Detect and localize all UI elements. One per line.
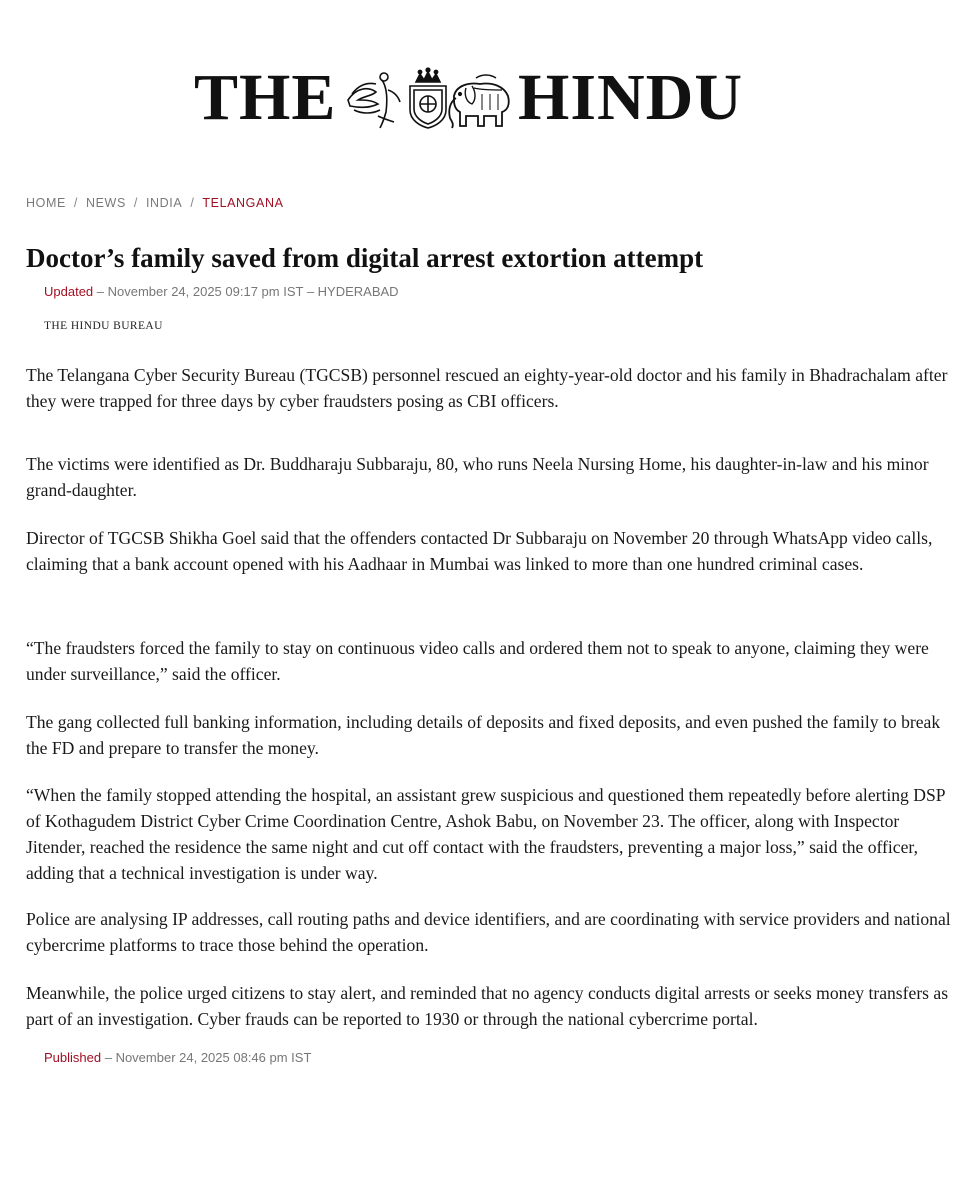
article-updated-meta xyxy=(44,284,399,299)
breadcrumb-news[interactable]: NEWS xyxy=(85,196,126,210)
article-paragraph-8: Meanwhile, the police urged citizens to stay alert, and reminded that no agency conducts digital arrests or seeks money transfers as part of an investigation. Cyber frauds can be reported to 1930 or through the national cybercrime portal. xyxy=(26,983,949,1029)
breadcrumb xyxy=(26,196,284,210)
published-label: Published xyxy=(44,1050,102,1065)
updated-datetime-location: – November 24, 2025 09:17 pm IST – HYDERABAD xyxy=(93,284,399,299)
article-paragraph-2: The victims were identified as Dr. Buddharaju Subbaraju, 80, who runs Neela Nursing Home, his daughter-in-law and his minor grand-daughter. xyxy=(26,454,929,500)
breadcrumb-separator: / xyxy=(190,196,195,210)
article-paragraph-6: “When the family stopped attending the hospital, an assistant grew suspicious and questioned them repeatedly before alerting DSP of Kothagudem District Cyber Crime Coordination Centre, Ashok Babu, on November 23. The officer, along with Inspector Jitender, reached the residence the same night and cut off contact with the fraudsters, preventing a major loss,” said the officer, adding that a technical investigation is under way. xyxy=(26,785,945,883)
article-paragraph-5: The gang collected full banking information, including details of deposits and fixed deposits, and even pushed the family to break the FD and prepare to transfer the money. xyxy=(26,712,941,758)
the-hindu-emblem-icon xyxy=(342,66,514,132)
article-paragraph-3: Director of TGCSB Shikha Goel said that the offenders contacted Dr Subbaraju on November 20 through WhatsApp video calls, claiming that a bank account opened with his Aadhaar in Mumbai was linked to more than one hundred criminal cases. xyxy=(26,528,933,574)
breadcrumb-india[interactable]: INDIA xyxy=(145,196,183,210)
masthead[interactable] xyxy=(0,58,960,138)
article-paragraph-7: Police are analysing IP addresses, call routing paths and device identifiers, and are coordinating with service providers and national cybercrime platforms to trace those behind the operation. xyxy=(26,909,951,955)
updated-label: Updated xyxy=(44,284,94,299)
article-paragraph-1: The Telangana Cyber Security Bureau (TGCSB) personnel rescued an eighty-year-old doctor and his family in Bhadrachalam after they were trapped for three days by cyber fraudsters posing as CBI officers. xyxy=(26,365,948,411)
article-published-meta xyxy=(44,1050,311,1065)
masthead-word-hindu: HINDU xyxy=(518,61,744,134)
masthead-word-the: THE xyxy=(194,61,337,134)
breadcrumb-home[interactable]: HOME xyxy=(26,196,66,210)
breadcrumb-telangana[interactable]: TELANGANA xyxy=(202,196,284,210)
article-headline: Doctor’s family saved from digital arrest extortion attempt xyxy=(26,243,704,273)
published-datetime: – November 24, 2025 08:46 pm IST xyxy=(101,1050,312,1065)
article-paragraph-4: “The fraudsters forced the family to stay on continuous video calls and ordered them not to speak to anyone, claiming they were under surveillance,” said the officer. xyxy=(26,638,929,684)
article-byline[interactable]: THE HINDU BUREAU xyxy=(44,320,163,332)
breadcrumb-separator: / xyxy=(73,196,78,210)
breadcrumb-separator: / xyxy=(133,196,138,210)
